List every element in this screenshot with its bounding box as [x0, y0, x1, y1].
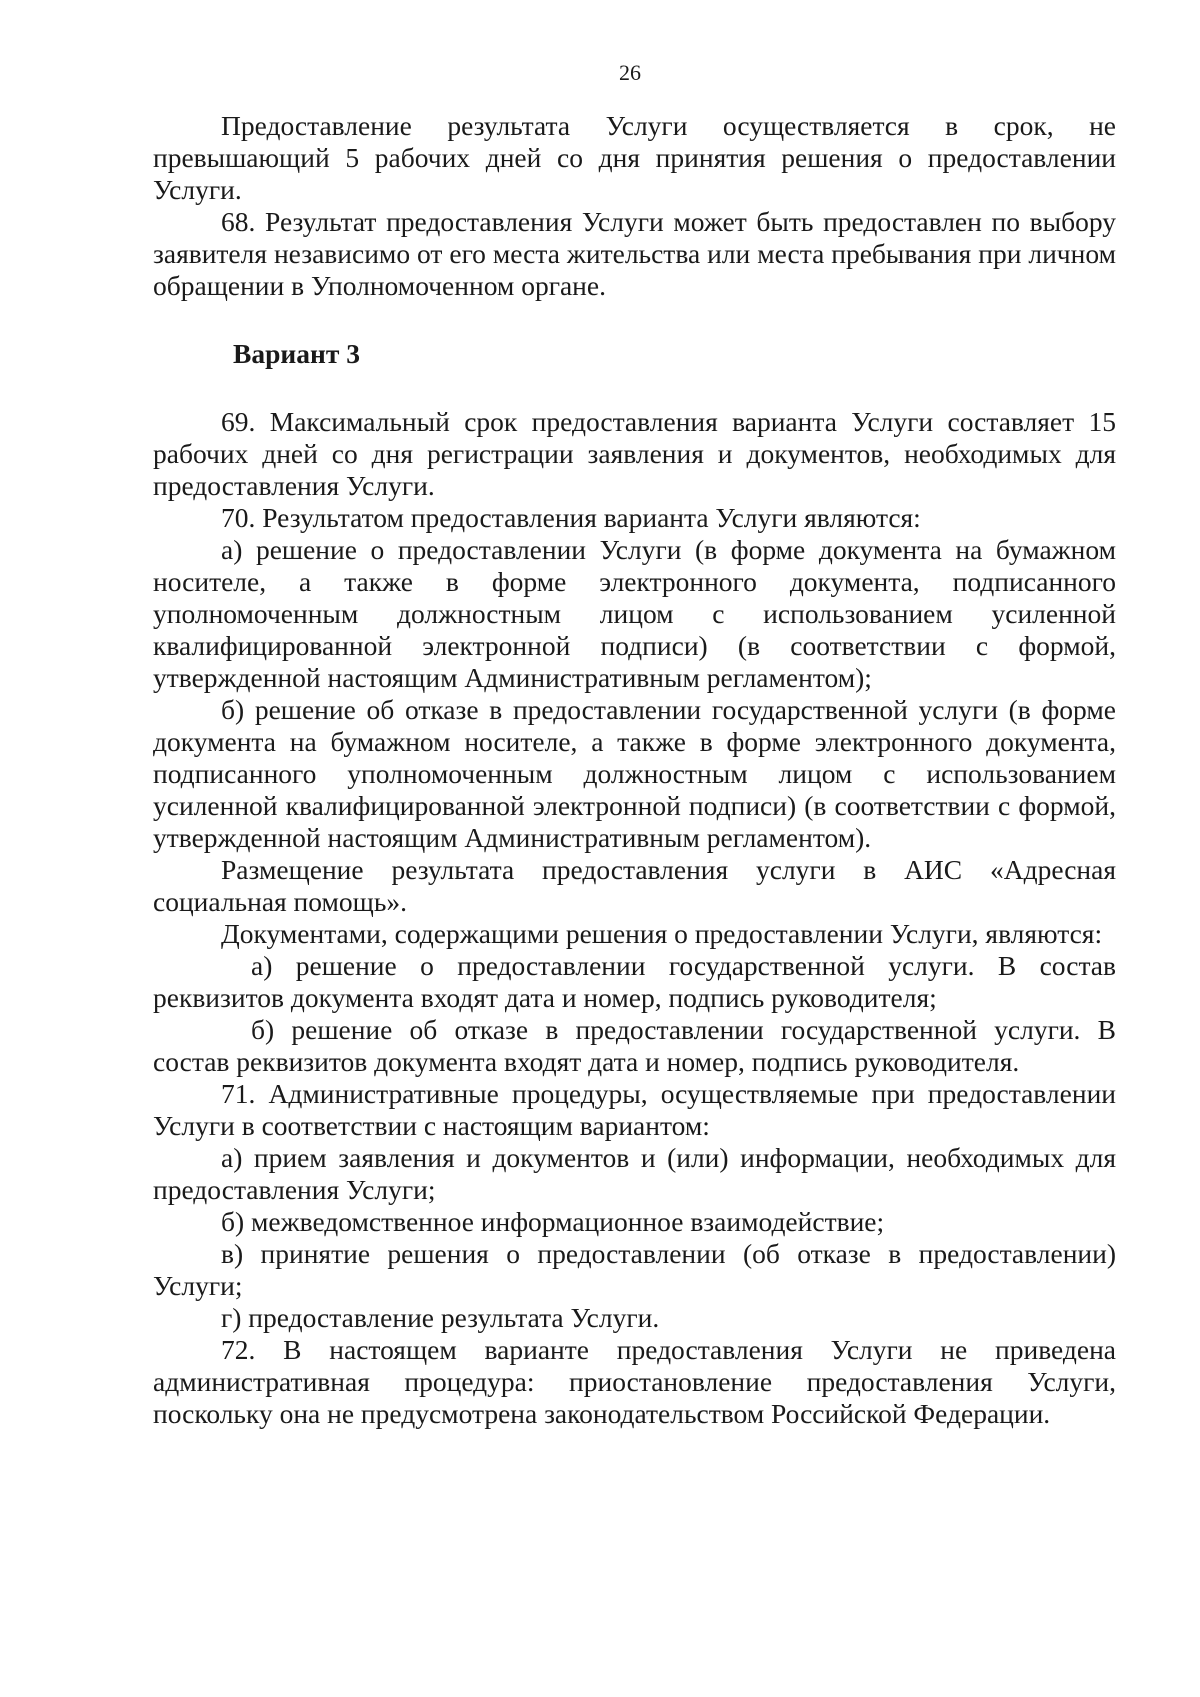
paragraph-71: 71. Административные процедуры, осуществляемые при предоставлении Услуги в соответствии с настоящим вариантом:	[153, 1078, 1116, 1141]
paragraph-68: 68. Результат предоставления Услуги может быть предоставлен по выбору заявителя независимо от его места жительства или места пребывания при личном обращении в Уполномоченном органе.	[153, 206, 1116, 301]
paragraph-71-d: г) предоставление результата Услуги.	[221, 1302, 660, 1333]
paragraph-71-a: а) прием заявления и документов и (или) информации, необходимых для предоставления Услуги;	[153, 1142, 1116, 1205]
paragraph-documents-b: б) решение об отказе в предоставлении государственной услуги. В состав реквизитов документа входят дата и номер, подпись руководителя.	[153, 1014, 1116, 1077]
section-heading-variant-3: Вариант 3	[233, 338, 360, 369]
page-number: 26	[619, 60, 641, 85]
paragraph-documents-intro: Документами, содержащими решения о предоставлении Услуги, являются:	[221, 918, 1103, 949]
paragraph-70-b: б) решение об отказе в предоставлении государственной услуги (в форме документа на бумажном носителе, а также в форме электронного документа, подписанного уполномоченным должностным лицом с использованием усиленной квалифицированной электронной подписи) (в соответствии с формой, утвержденной настоящим Административным регламентом).	[153, 694, 1116, 853]
paragraph-70-a: а) решение о предоставлении Услуги (в форме документа на бумажном носителе, а также в форме электронного документа, подписанного уполномоченным должностным лицом с использованием усиленной квалифицированной электронной подписи) (в соответствии с формой, утвержденной настоящим Административным регламентом);	[153, 534, 1116, 693]
paragraph-72: 72. В настоящем варианте предоставления Услуги не приведена административная процедура: приостановление предоставления Услуги, поскольку она не предусмотрена законодательством Российской Федерации.	[153, 1334, 1116, 1429]
paragraph-69: 69. Максимальный срок предоставления варианта Услуги составляет 15 рабочих дней со дня регистрации заявления и документов, необходимых для предоставления Услуги.	[153, 406, 1116, 501]
document-body	[153, 110, 1116, 1430]
paragraph-documents-a: а) решение о предоставлении государственной услуги. В состав реквизитов документа входят дата и номер, подпись руководителя;	[153, 950, 1116, 1013]
paragraph-70: 70. Результатом предоставления варианта Услуги являются:	[221, 502, 921, 533]
paragraph-71-c: в) принятие решения о предоставлении (об отказе в предоставлении) Услуги;	[153, 1238, 1116, 1301]
paragraph-71-b: б) межведомственное информационное взаимодействие;	[221, 1206, 885, 1237]
paragraph-placement: Размещение результата предоставления услуги в АИС «Адресная социальная помощь».	[153, 854, 1116, 917]
paragraph-result-term: Предоставление результата Услуги осуществляется в срок, не превышающий 5 рабочих дней со дня принятия решения о предоставлении Услуги.	[153, 110, 1116, 205]
